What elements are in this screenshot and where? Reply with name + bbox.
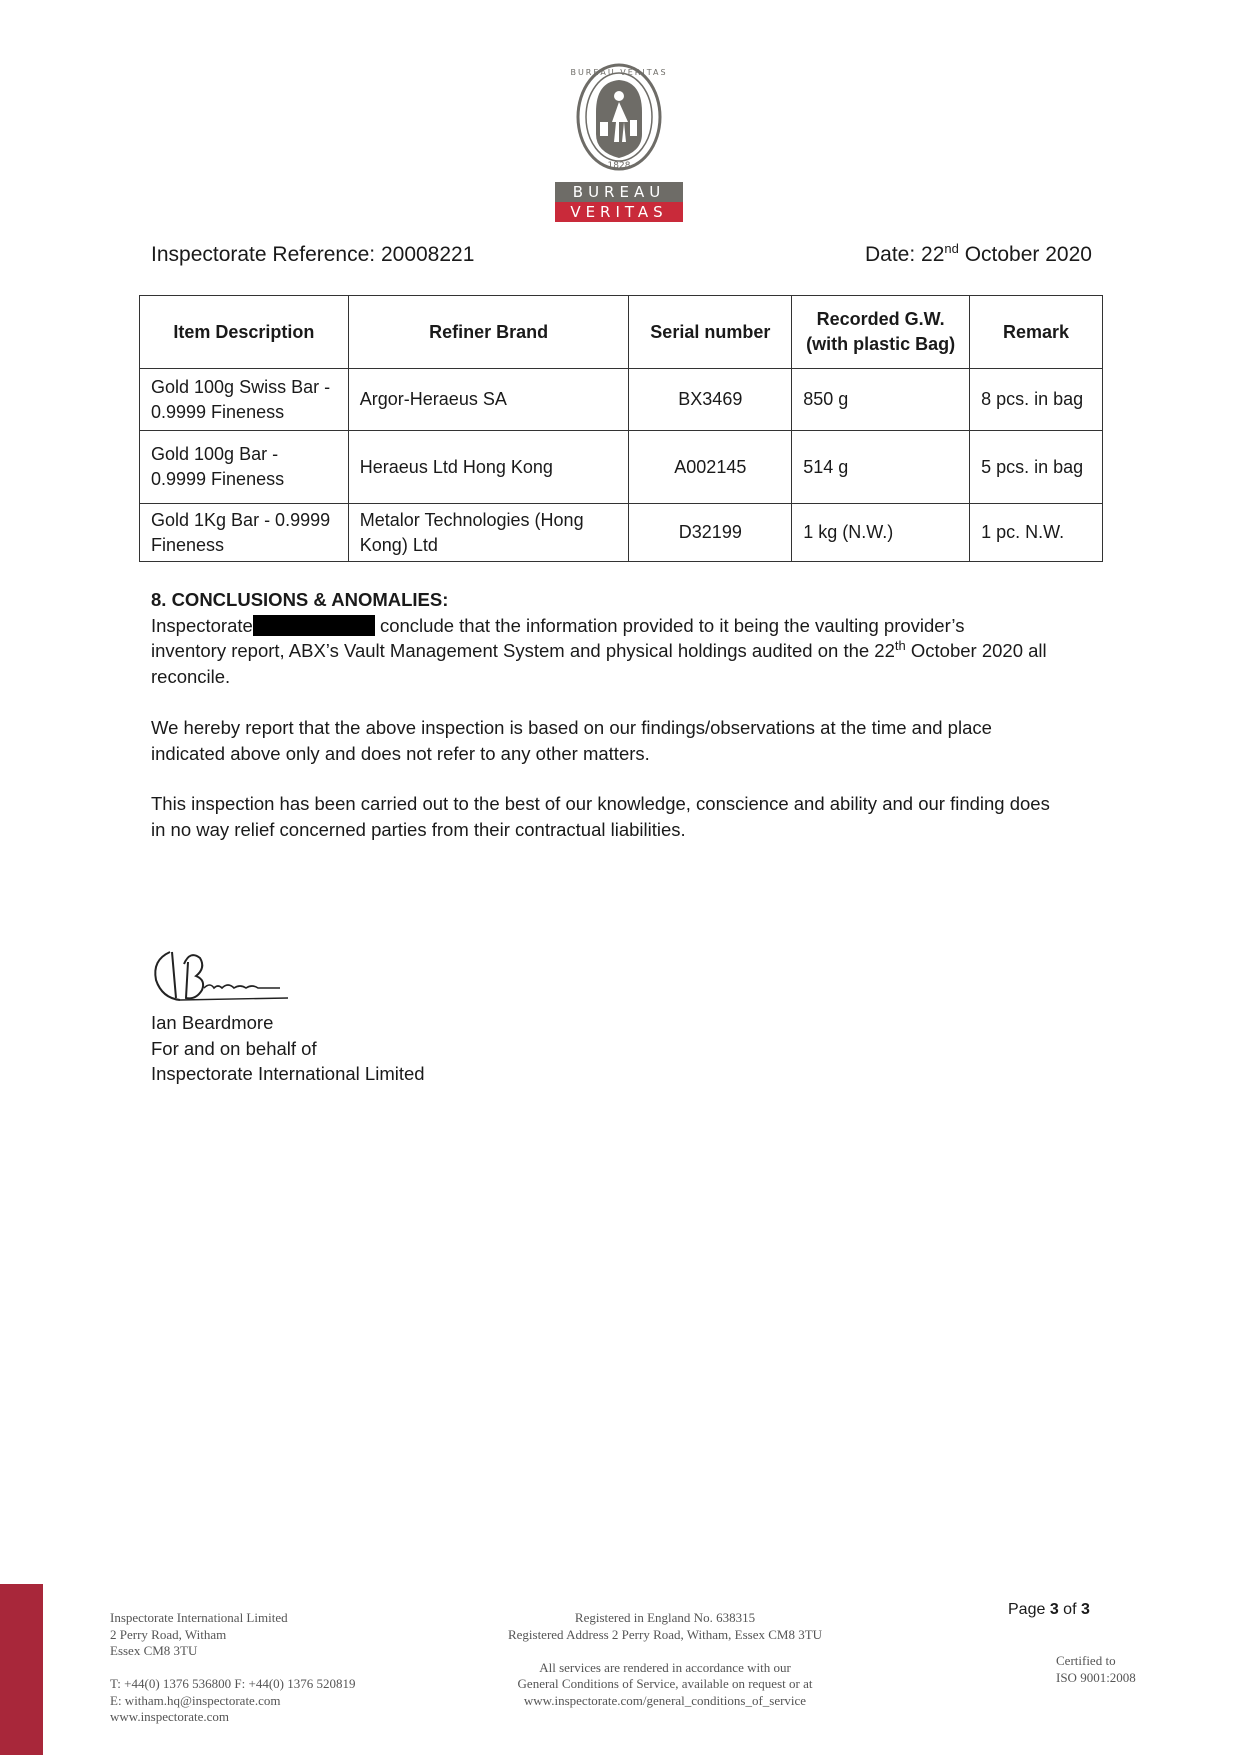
footer-line: All services are rendered in accordance with our	[539, 1659, 791, 1675]
brand-line1: Argor-Heraeus SA	[359, 389, 507, 409]
svg-text:BUREAU VERITAS: BUREAU VERITAS	[570, 68, 668, 77]
table-row	[140, 431, 1103, 504]
cell-item	[140, 504, 349, 562]
date-prefix: Date: 22	[865, 243, 945, 266]
conclusion-text-a: Inspectorate	[151, 614, 253, 636]
inspectorate-reference: Inspectorate Reference: 20008221	[151, 243, 475, 266]
scope-paragraph	[151, 715, 1101, 766]
table-header-row	[140, 296, 1103, 369]
item-line2: 0.9999 Fineness	[151, 469, 285, 489]
footer-email: E: witham.hq@inspectorate.com	[110, 1692, 281, 1708]
scope-line1: We hereby report that the above inspection is based on our findings/observations at the time and place	[151, 717, 992, 738]
brand-line2: Kong) Ltd	[359, 534, 438, 555]
header-serial-number: Serial number	[629, 296, 792, 369]
signatory-behalf: For and on behalf of	[151, 1037, 317, 1059]
conclusion-ordinal: th	[894, 637, 906, 653]
conclusion-text-d: October 2020 all	[905, 640, 1047, 661]
liability-paragraph	[151, 791, 1101, 842]
conclusion-paragraph	[151, 613, 1101, 690]
signatory-block	[151, 1010, 425, 1087]
header-weight-line2: (with plastic Bag)	[806, 334, 956, 354]
cell-brand	[348, 431, 629, 504]
footer-website: www.inspectorate.com	[110, 1709, 230, 1724]
cell-brand	[348, 369, 629, 431]
footer-spacer	[110, 1660, 355, 1677]
cell-item	[140, 431, 349, 504]
liability-line2: in no way relief concerned parties from their contractual liabilities.	[151, 818, 686, 840]
cell-weight: 1 kg (N.W.)	[792, 504, 970, 562]
cell-brand	[348, 504, 629, 562]
footer-line: Registered in England No. 638315	[574, 1610, 756, 1625]
liability-line1: This inspection has been carried out to the best of our knowledge, conscience and ability and our finding does	[151, 793, 1050, 814]
cell-serial: D32199	[629, 504, 792, 562]
conclusion-text-c: inventory report, ABX’s Vault Management System and physical holdings audited on the 22	[151, 640, 895, 661]
conclusions-heading: 8. CONCLUSIONS & ANOMALIES:	[151, 589, 449, 610]
header-remark: Remark	[970, 296, 1103, 369]
cell-weight: 514 g	[792, 431, 970, 504]
conclusion-text-b: conclude that the information provided to it being the vaulting provider’s	[374, 614, 965, 636]
item-line2: Fineness	[151, 534, 225, 555]
page-current: 3	[1049, 1601, 1059, 1618]
footer-spacer	[470, 1643, 860, 1660]
cell-item	[140, 369, 349, 431]
page-word: Page	[1008, 1601, 1050, 1618]
handwritten-signature	[150, 948, 290, 1006]
brand-line1: Heraeus Ltd Hong Kong	[359, 456, 553, 477]
page-of: of	[1058, 1601, 1081, 1618]
cell-serial: A002145	[629, 431, 792, 504]
page-number	[1008, 1601, 1090, 1619]
item-line1: Gold 1Kg Bar - 0.9999	[151, 509, 331, 530]
redaction-box	[253, 615, 375, 636]
footer-line: Essex CM8 3TU	[110, 1643, 198, 1658]
brand-line1: Metalor Technologies (Hong	[359, 509, 584, 530]
footer-line: Registered Address 2 Perry Road, Witham, Essex CM8 3TU	[507, 1626, 823, 1642]
svg-text:BUREAU: BUREAU	[572, 183, 666, 201]
cell-serial: BX3469	[629, 369, 792, 431]
signatory-company: Inspectorate International Limited	[151, 1063, 425, 1084]
iso-certification	[1056, 1653, 1136, 1686]
footer-registration	[470, 1610, 860, 1709]
cert-line1: Certified to	[1056, 1653, 1116, 1668]
footer-line: 2 Perry Road, Witham	[110, 1626, 227, 1642]
svg-text:1828: 1828	[607, 161, 631, 171]
inventory-table	[139, 295, 1103, 562]
svg-text:VERITAS: VERITAS	[570, 203, 668, 221]
header-recorded-weight	[792, 296, 970, 369]
footer-phone: T: +44(0) 1376 536800 F: +44(0) 1376 520819	[110, 1676, 356, 1691]
signatory-name: Ian Beardmore	[151, 1012, 274, 1033]
footer-line: www.inspectorate.com/general_conditions_of_service	[523, 1692, 807, 1708]
header-item-description: Item Description	[140, 296, 349, 369]
conclusions-section	[151, 587, 1101, 689]
cell-remark: 8 pcs. in bag	[970, 369, 1103, 431]
date-ordinal: nd	[944, 241, 959, 256]
footer-accent-bar	[0, 1584, 43, 1755]
cell-remark: 5 pcs. in bag	[970, 431, 1103, 504]
cert-line2: ISO 9001:2008	[1056, 1669, 1136, 1685]
scope-line2: indicated above only and does not refer to any other matters.	[151, 742, 650, 764]
footer-line: Inspectorate International Limited	[110, 1610, 288, 1625]
table-row	[140, 504, 1103, 562]
item-line1: Gold 100g Bar -	[151, 444, 279, 464]
item-line2: 0.9999 Fineness	[151, 401, 285, 422]
cell-weight: 850 g	[792, 369, 970, 431]
conclusion-text-e: reconcile.	[151, 665, 231, 687]
item-line1: Gold 100g Swiss Bar -	[151, 376, 331, 397]
table-row	[140, 369, 1103, 431]
header-weight-line1: Recorded G.W.	[816, 309, 945, 329]
cell-remark: 1 pc. N.W.	[970, 504, 1103, 562]
footer-company-info	[110, 1610, 355, 1726]
date-suffix: October 2020	[958, 243, 1092, 266]
report-date	[865, 243, 1092, 267]
header-refiner-brand: Refiner Brand	[348, 296, 629, 369]
page-total: 3	[1080, 1601, 1090, 1618]
footer-line: General Conditions of Service, available on request or at	[517, 1676, 813, 1691]
bureau-veritas-logo	[552, 62, 686, 224]
